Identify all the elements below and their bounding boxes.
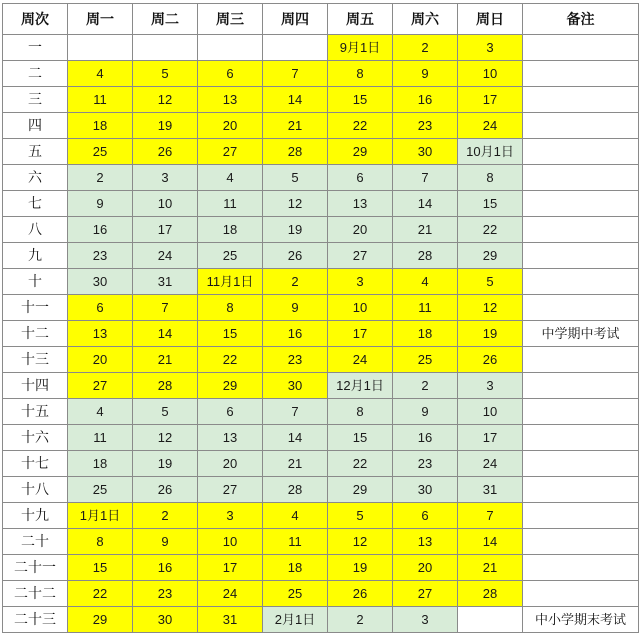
day-cell-friday: 12 (328, 529, 393, 555)
day-cell-tuesday: 19 (133, 113, 198, 139)
table-row (3, 87, 639, 113)
note-cell (523, 61, 639, 87)
note-cell (523, 581, 639, 607)
day-cell-tuesday: 7 (133, 295, 198, 321)
day-cell-saturday: 6 (393, 503, 458, 529)
day-cell-tuesday: 19 (133, 451, 198, 477)
day-cell-sunday: 10 (458, 399, 523, 425)
week-number-cell: 十八 (3, 477, 68, 503)
day-cell-thursday: 16 (263, 321, 328, 347)
week-number-cell: 九 (3, 243, 68, 269)
day-cell-tuesday: 12 (133, 87, 198, 113)
day-cell-monday: 15 (68, 555, 133, 581)
day-cell-friday: 8 (328, 61, 393, 87)
day-cell-friday: 26 (328, 581, 393, 607)
day-cell-monday: 4 (68, 399, 133, 425)
day-cell-thursday: 25 (263, 581, 328, 607)
day-cell-sunday: 19 (458, 321, 523, 347)
day-cell-tuesday: 26 (133, 477, 198, 503)
header-week: 周次 (3, 4, 68, 35)
day-cell-tuesday: 5 (133, 61, 198, 87)
table-row (3, 425, 639, 451)
day-cell-friday: 17 (328, 321, 393, 347)
note-cell (523, 87, 639, 113)
day-cell-monday: 6 (68, 295, 133, 321)
note-cell (523, 139, 639, 165)
table-row (3, 61, 639, 87)
day-cell-thursday: 7 (263, 399, 328, 425)
table-row (3, 269, 639, 295)
header-saturday: 周六 (393, 4, 458, 35)
header-tuesday: 周二 (133, 4, 198, 35)
day-cell-sunday: 12 (458, 295, 523, 321)
day-cell-friday: 13 (328, 191, 393, 217)
day-cell-sunday: 28 (458, 581, 523, 607)
day-cell-sunday: 3 (458, 373, 523, 399)
day-cell-friday: 15 (328, 87, 393, 113)
day-cell-sunday: 21 (458, 555, 523, 581)
day-cell-wednesday: 20 (198, 113, 263, 139)
day-cell-saturday: 16 (393, 87, 458, 113)
day-cell-tuesday: 28 (133, 373, 198, 399)
day-cell-sunday: 14 (458, 529, 523, 555)
day-cell-monday: 30 (68, 269, 133, 295)
day-cell-sunday: 22 (458, 217, 523, 243)
day-cell-thursday (263, 35, 328, 61)
day-cell-friday: 20 (328, 217, 393, 243)
day-cell-monday: 16 (68, 217, 133, 243)
day-cell-saturday: 30 (393, 477, 458, 503)
day-cell-friday: 19 (328, 555, 393, 581)
table-row (3, 373, 639, 399)
week-number-cell: 十五 (3, 399, 68, 425)
header-notes: 备注 (523, 4, 639, 35)
note-cell (523, 451, 639, 477)
day-cell-saturday: 27 (393, 581, 458, 607)
day-cell-thursday: 2月1日 (263, 607, 328, 633)
header-monday: 周一 (68, 4, 133, 35)
day-cell-thursday: 2 (263, 269, 328, 295)
table-row (3, 321, 639, 347)
day-cell-friday: 6 (328, 165, 393, 191)
day-cell-wednesday (198, 35, 263, 61)
note-cell (523, 165, 639, 191)
day-cell-thursday: 12 (263, 191, 328, 217)
day-cell-saturday: 3 (393, 607, 458, 633)
week-number-cell: 二十一 (3, 555, 68, 581)
table-row (3, 451, 639, 477)
day-cell-wednesday: 17 (198, 555, 263, 581)
day-cell-saturday: 21 (393, 217, 458, 243)
day-cell-thursday: 23 (263, 347, 328, 373)
day-cell-monday: 25 (68, 139, 133, 165)
day-cell-tuesday: 23 (133, 581, 198, 607)
day-cell-tuesday: 2 (133, 503, 198, 529)
day-cell-thursday: 28 (263, 477, 328, 503)
table-row (3, 243, 639, 269)
day-cell-sunday: 26 (458, 347, 523, 373)
day-cell-tuesday: 16 (133, 555, 198, 581)
note-cell (523, 373, 639, 399)
day-cell-sunday: 10 (458, 61, 523, 87)
day-cell-friday: 12月1日 (328, 373, 393, 399)
day-cell-tuesday: 17 (133, 217, 198, 243)
day-cell-friday: 22 (328, 451, 393, 477)
calendar-body (3, 35, 639, 633)
day-cell-monday: 18 (68, 451, 133, 477)
note-cell (523, 555, 639, 581)
day-cell-thursday: 14 (263, 425, 328, 451)
day-cell-sunday: 31 (458, 477, 523, 503)
day-cell-wednesday: 15 (198, 321, 263, 347)
day-cell-thursday: 30 (263, 373, 328, 399)
note-cell (523, 217, 639, 243)
day-cell-wednesday: 4 (198, 165, 263, 191)
table-row (3, 529, 639, 555)
day-cell-saturday: 2 (393, 373, 458, 399)
day-cell-tuesday: 9 (133, 529, 198, 555)
week-number-cell: 十 (3, 269, 68, 295)
table-row (3, 113, 639, 139)
day-cell-wednesday: 27 (198, 139, 263, 165)
week-number-cell: 十四 (3, 373, 68, 399)
day-cell-friday: 29 (328, 477, 393, 503)
day-cell-saturday: 20 (393, 555, 458, 581)
day-cell-wednesday: 20 (198, 451, 263, 477)
day-cell-sunday: 7 (458, 503, 523, 529)
day-cell-saturday: 23 (393, 451, 458, 477)
day-cell-monday: 27 (68, 373, 133, 399)
day-cell-sunday: 8 (458, 165, 523, 191)
note-cell (523, 399, 639, 425)
day-cell-wednesday: 6 (198, 399, 263, 425)
day-cell-tuesday: 26 (133, 139, 198, 165)
day-cell-wednesday: 29 (198, 373, 263, 399)
day-cell-monday: 20 (68, 347, 133, 373)
week-number-cell: 二十二 (3, 581, 68, 607)
day-cell-monday: 11 (68, 87, 133, 113)
day-cell-thursday: 4 (263, 503, 328, 529)
note-cell: 中学期中考试 (523, 321, 639, 347)
table-row (3, 477, 639, 503)
table-row (3, 165, 639, 191)
day-cell-saturday: 4 (393, 269, 458, 295)
week-number-cell: 二十 (3, 529, 68, 555)
week-number-cell: 十一 (3, 295, 68, 321)
day-cell-saturday: 9 (393, 399, 458, 425)
week-number-cell: 七 (3, 191, 68, 217)
day-cell-monday: 2 (68, 165, 133, 191)
day-cell-friday: 24 (328, 347, 393, 373)
day-cell-monday: 23 (68, 243, 133, 269)
day-cell-sunday: 24 (458, 113, 523, 139)
day-cell-wednesday: 13 (198, 87, 263, 113)
header-thursday: 周四 (263, 4, 328, 35)
day-cell-tuesday: 21 (133, 347, 198, 373)
day-cell-thursday: 9 (263, 295, 328, 321)
day-cell-friday: 29 (328, 139, 393, 165)
day-cell-wednesday: 11月1日 (198, 269, 263, 295)
note-cell (523, 503, 639, 529)
day-cell-wednesday: 27 (198, 477, 263, 503)
day-cell-monday: 8 (68, 529, 133, 555)
day-cell-thursday: 26 (263, 243, 328, 269)
day-cell-monday (68, 35, 133, 61)
day-cell-monday: 18 (68, 113, 133, 139)
day-cell-wednesday: 25 (198, 243, 263, 269)
day-cell-sunday: 17 (458, 425, 523, 451)
day-cell-tuesday: 12 (133, 425, 198, 451)
week-number-cell: 十九 (3, 503, 68, 529)
day-cell-friday: 15 (328, 425, 393, 451)
day-cell-wednesday: 22 (198, 347, 263, 373)
day-cell-tuesday: 14 (133, 321, 198, 347)
day-cell-saturday: 2 (393, 35, 458, 61)
school-calendar-table (2, 3, 639, 633)
table-row (3, 503, 639, 529)
day-cell-monday: 4 (68, 61, 133, 87)
day-cell-monday: 25 (68, 477, 133, 503)
day-cell-friday: 10 (328, 295, 393, 321)
note-cell (523, 425, 639, 451)
day-cell-saturday: 13 (393, 529, 458, 555)
day-cell-saturday: 9 (393, 61, 458, 87)
day-cell-thursday: 21 (263, 113, 328, 139)
note-cell (523, 35, 639, 61)
day-cell-friday: 9月1日 (328, 35, 393, 61)
week-number-cell: 八 (3, 217, 68, 243)
day-cell-monday: 29 (68, 607, 133, 633)
day-cell-sunday: 17 (458, 87, 523, 113)
day-cell-tuesday: 10 (133, 191, 198, 217)
day-cell-thursday: 5 (263, 165, 328, 191)
header-row (3, 4, 639, 35)
day-cell-friday: 27 (328, 243, 393, 269)
day-cell-sunday: 5 (458, 269, 523, 295)
day-cell-wednesday: 31 (198, 607, 263, 633)
week-number-cell: 三 (3, 87, 68, 113)
day-cell-thursday: 28 (263, 139, 328, 165)
day-cell-saturday: 25 (393, 347, 458, 373)
day-cell-thursday: 18 (263, 555, 328, 581)
table-row (3, 35, 639, 61)
week-number-cell: 十六 (3, 425, 68, 451)
table-row (3, 399, 639, 425)
day-cell-sunday: 24 (458, 451, 523, 477)
week-number-cell: 二十三 (3, 607, 68, 633)
week-number-cell: 十七 (3, 451, 68, 477)
note-cell (523, 529, 639, 555)
day-cell-wednesday: 8 (198, 295, 263, 321)
week-number-cell: 十三 (3, 347, 68, 373)
day-cell-wednesday: 11 (198, 191, 263, 217)
day-cell-thursday: 14 (263, 87, 328, 113)
day-cell-monday: 11 (68, 425, 133, 451)
day-cell-sunday: 15 (458, 191, 523, 217)
note-cell (523, 113, 639, 139)
day-cell-tuesday: 5 (133, 399, 198, 425)
table-row (3, 139, 639, 165)
table-row (3, 217, 639, 243)
day-cell-thursday: 11 (263, 529, 328, 555)
table-row (3, 295, 639, 321)
day-cell-wednesday: 3 (198, 503, 263, 529)
day-cell-sunday: 3 (458, 35, 523, 61)
header-wednesday: 周三 (198, 4, 263, 35)
week-number-cell: 六 (3, 165, 68, 191)
note-cell (523, 295, 639, 321)
day-cell-tuesday: 24 (133, 243, 198, 269)
table-row (3, 191, 639, 217)
day-cell-friday: 8 (328, 399, 393, 425)
day-cell-wednesday: 6 (198, 61, 263, 87)
day-cell-friday: 5 (328, 503, 393, 529)
day-cell-friday: 2 (328, 607, 393, 633)
week-number-cell: 二 (3, 61, 68, 87)
table-row (3, 555, 639, 581)
day-cell-sunday (458, 607, 523, 633)
header-friday: 周五 (328, 4, 393, 35)
day-cell-thursday: 21 (263, 451, 328, 477)
week-number-cell: 十二 (3, 321, 68, 347)
day-cell-saturday: 30 (393, 139, 458, 165)
day-cell-saturday: 16 (393, 425, 458, 451)
day-cell-saturday: 23 (393, 113, 458, 139)
day-cell-saturday: 14 (393, 191, 458, 217)
table-row (3, 347, 639, 373)
day-cell-tuesday: 30 (133, 607, 198, 633)
day-cell-sunday: 10月1日 (458, 139, 523, 165)
day-cell-saturday: 28 (393, 243, 458, 269)
header-sunday: 周日 (458, 4, 523, 35)
note-cell (523, 347, 639, 373)
day-cell-wednesday: 18 (198, 217, 263, 243)
day-cell-tuesday: 3 (133, 165, 198, 191)
day-cell-wednesday: 13 (198, 425, 263, 451)
day-cell-thursday: 7 (263, 61, 328, 87)
week-number-cell: 五 (3, 139, 68, 165)
day-cell-tuesday: 31 (133, 269, 198, 295)
day-cell-friday: 22 (328, 113, 393, 139)
day-cell-wednesday: 10 (198, 529, 263, 555)
week-number-cell: 四 (3, 113, 68, 139)
day-cell-monday: 9 (68, 191, 133, 217)
table-row (3, 581, 639, 607)
day-cell-thursday: 19 (263, 217, 328, 243)
day-cell-tuesday (133, 35, 198, 61)
note-cell (523, 243, 639, 269)
note-cell (523, 477, 639, 503)
day-cell-saturday: 7 (393, 165, 458, 191)
week-number-cell: 一 (3, 35, 68, 61)
day-cell-saturday: 18 (393, 321, 458, 347)
day-cell-saturday: 11 (393, 295, 458, 321)
note-cell: 中小学期末考试 (523, 607, 639, 633)
day-cell-friday: 3 (328, 269, 393, 295)
day-cell-wednesday: 24 (198, 581, 263, 607)
day-cell-sunday: 29 (458, 243, 523, 269)
day-cell-monday: 13 (68, 321, 133, 347)
table-row (3, 607, 639, 633)
note-cell (523, 269, 639, 295)
day-cell-monday: 1月1日 (68, 503, 133, 529)
day-cell-monday: 22 (68, 581, 133, 607)
note-cell (523, 191, 639, 217)
